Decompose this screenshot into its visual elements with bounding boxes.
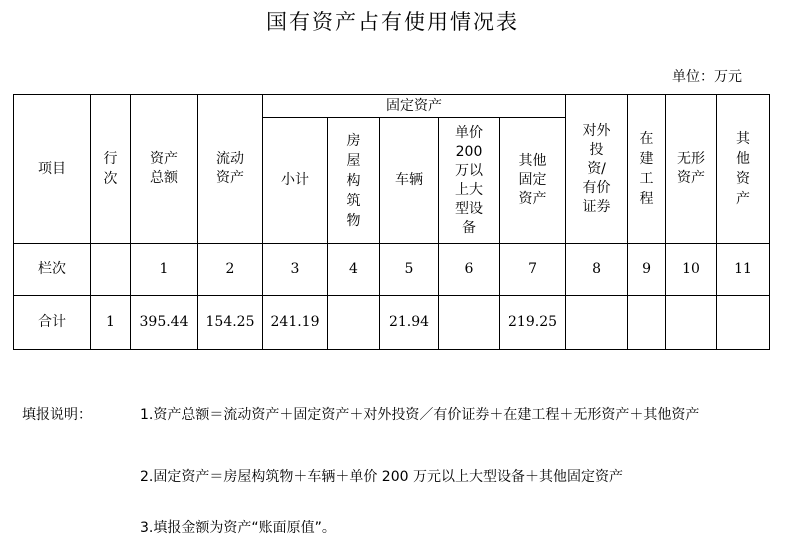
header-subtotal: 小计 <box>263 118 328 244</box>
header-construction: 在建工程 <box>628 95 666 244</box>
header-fixed-assets: 固定资产 <box>263 95 566 118</box>
column-row-label: 栏次 <box>14 244 91 296</box>
column-number-cell: 11 <box>717 244 770 296</box>
column-number-cell: 6 <box>439 244 500 296</box>
intangible-value <box>666 296 717 350</box>
page-title: 国有资产占有使用情况表 <box>266 10 519 34</box>
note-item: 3.填报金额为资产“账面原值”。 <box>140 520 336 536</box>
column-number-row <box>14 244 770 296</box>
asset-table <box>13 94 770 350</box>
column-number-cell: 9 <box>628 244 666 296</box>
buildings-value <box>328 296 380 350</box>
note-item: 2.固定资产＝房屋构筑物＋车辆＋单价 200 万元以上大型设备＋其他固定资产 <box>140 469 623 485</box>
column-number-cell: 8 <box>566 244 628 296</box>
column-number-cell: 5 <box>380 244 439 296</box>
notes-label: 填报说明： <box>22 407 92 423</box>
vehicles-value: 21.94 <box>380 296 439 350</box>
other-assets-value <box>717 296 770 350</box>
other-fixed-value: 219.25 <box>500 296 566 350</box>
header-other-fixed: 其他固定资产 <box>500 118 566 244</box>
header-buildings: 房屋构筑物 <box>328 118 380 244</box>
column-number-cell: 1 <box>131 244 198 296</box>
header-intangible: 无形资产 <box>666 95 717 244</box>
large-equipment-value <box>439 296 500 350</box>
subtotal-value: 241.19 <box>263 296 328 350</box>
current-assets-value: 154.25 <box>198 296 263 350</box>
column-number-cell: 7 <box>500 244 566 296</box>
construction-value <box>628 296 666 350</box>
investments-value <box>566 296 628 350</box>
header-large-equipment: 单价200万以上大型设备 <box>439 118 500 244</box>
column-number-cell: 10 <box>666 244 717 296</box>
total-row <box>14 296 770 350</box>
column-number-cell: 2 <box>198 244 263 296</box>
header-item: 项目 <box>14 95 91 244</box>
total-assets-value: 395.44 <box>131 296 198 350</box>
column-number-cell: 4 <box>328 244 380 296</box>
note-item: 1.资产总额＝流动资产＋固定资产＋对外投资／有价证券＋在建工程＋无形资产＋其他资产 <box>140 407 700 423</box>
total-row-label: 合计 <box>14 296 91 350</box>
header-current-assets: 流动资产 <box>198 95 263 244</box>
column-number-cell <box>91 244 131 296</box>
header-other-assets: 其他资产 <box>717 95 770 244</box>
unit-label: 单位：万元 <box>672 69 742 85</box>
header-row-no: 行次 <box>91 95 131 244</box>
column-number-cell: 3 <box>263 244 328 296</box>
total-row-no: 1 <box>91 296 131 350</box>
header-investments: 对外投资/有价证券 <box>566 95 628 244</box>
header-vehicles: 车辆 <box>380 118 439 244</box>
header-total-assets: 资产总额 <box>131 95 198 244</box>
